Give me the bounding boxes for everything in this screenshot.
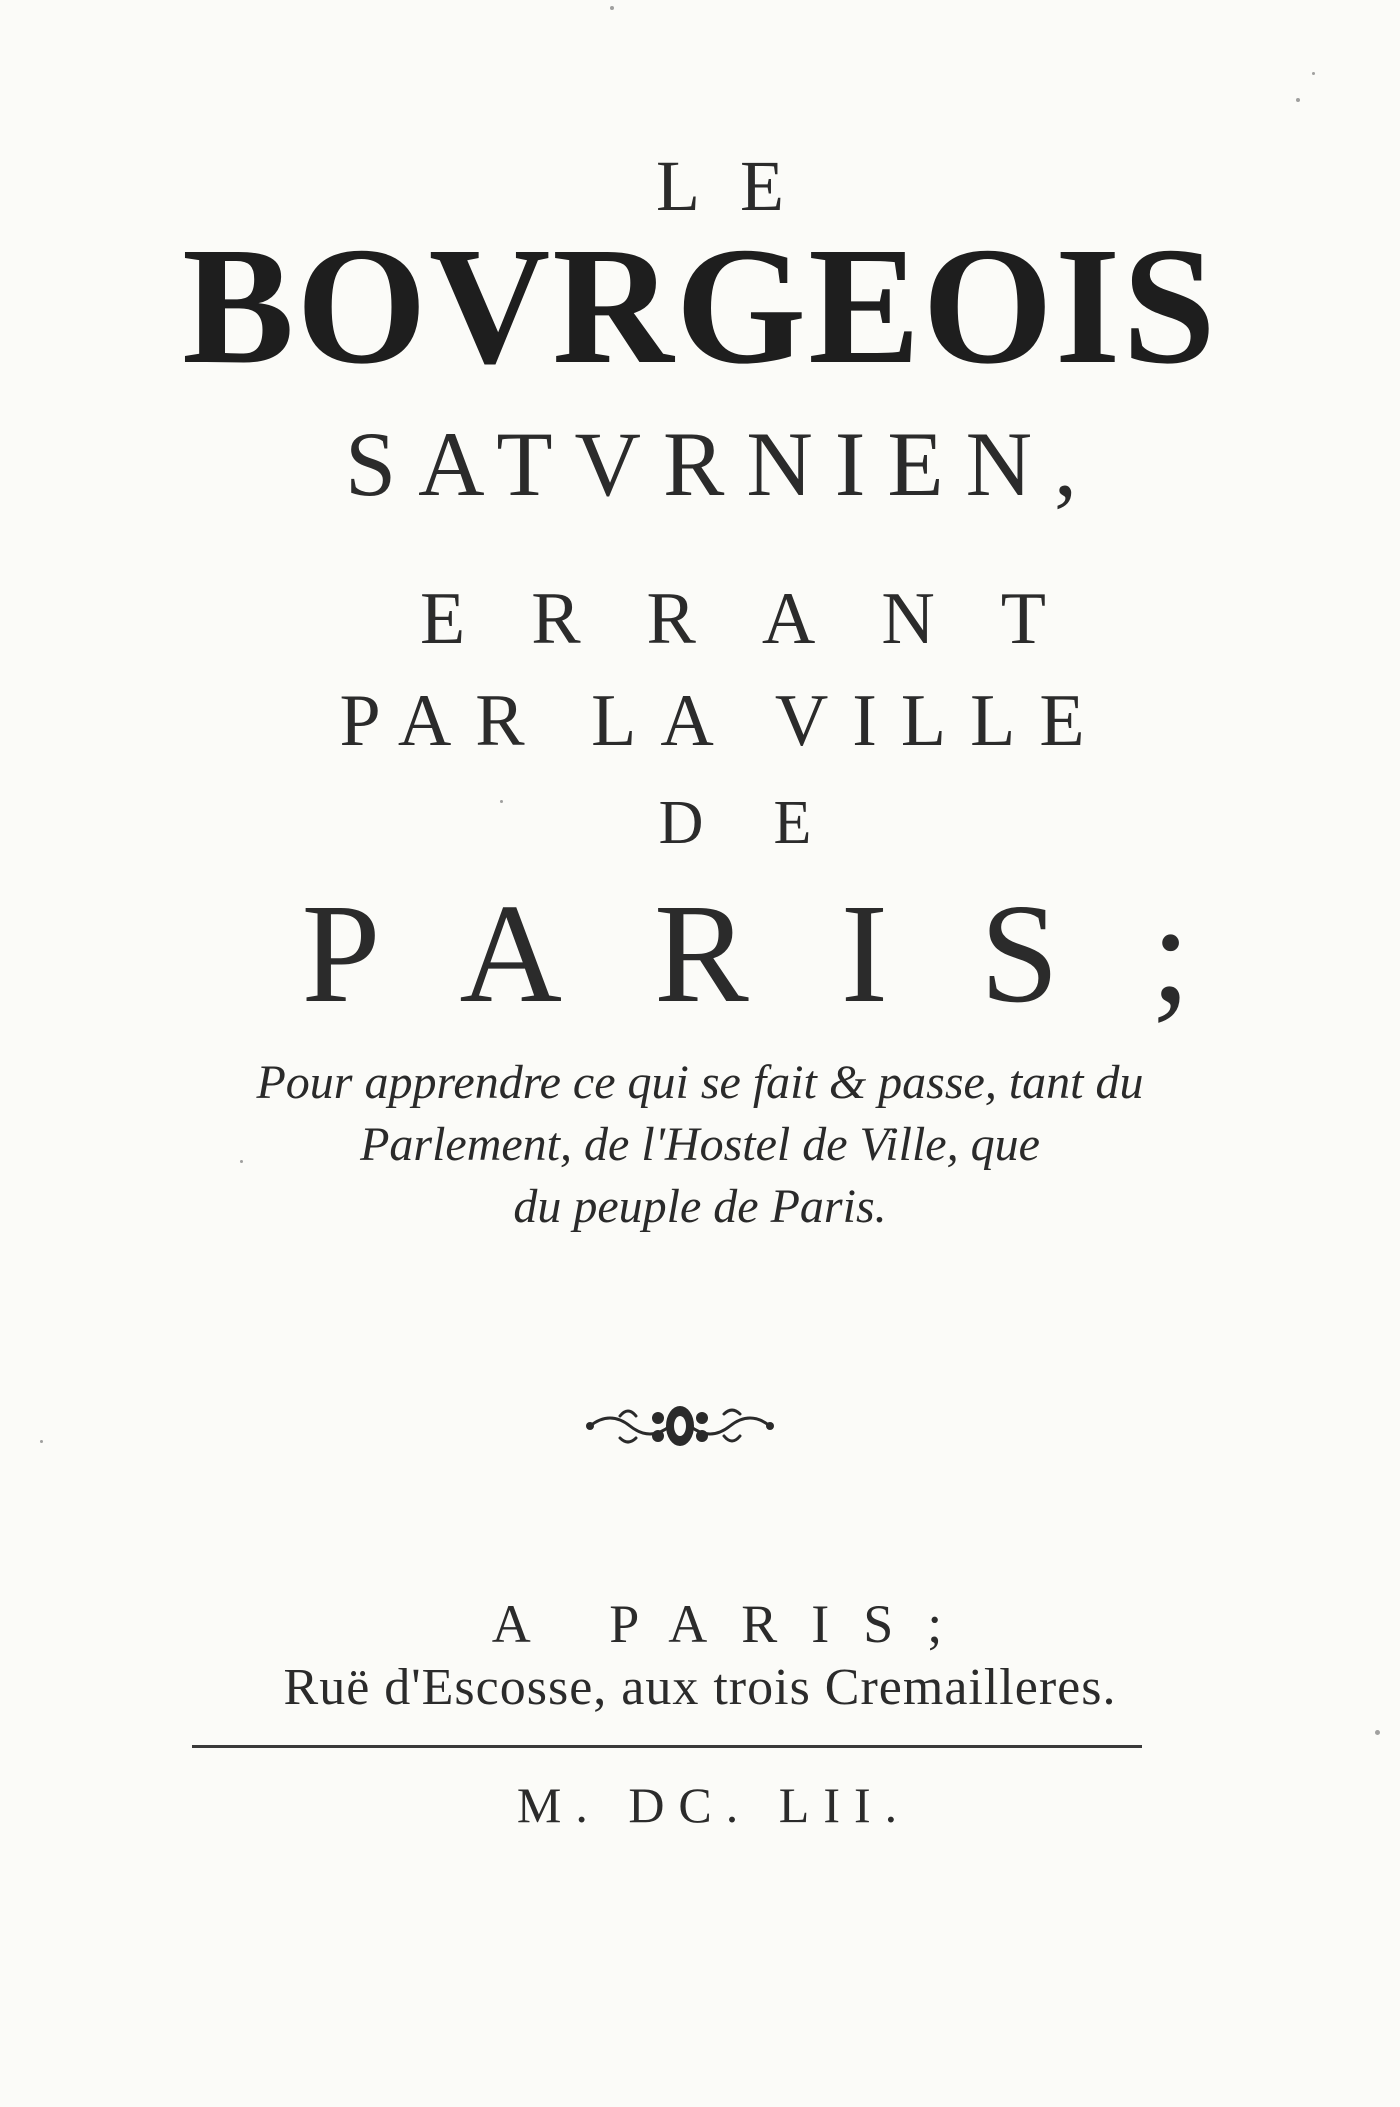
subtitle-line-3: du peuple de Paris. (513, 1180, 887, 1233)
title-line-errant: ERRANT (420, 578, 1112, 660)
subtitle-line-1: Pour apprendre ce qui se fait & passe, tant du (256, 1056, 1144, 1109)
subtitle-line-2: Parlement, de l'Hostel de Ville, que (360, 1118, 1040, 1171)
title-line-le: LE (656, 146, 824, 226)
title-line-bourgeois: BOVRGEOIS (182, 213, 1218, 399)
title-line-de: DE (658, 789, 882, 857)
ink-speck (610, 6, 614, 10)
title-line-saturnien: SATVRNIEN, (344, 413, 1100, 515)
floral-ornament-icon (580, 1396, 780, 1456)
ink-speck (40, 1440, 43, 1443)
title-line-paris: PARIS; (301, 874, 1283, 1032)
title-line-par-la-ville: PAR LA VILLE (339, 680, 1109, 762)
imprint-place: A PARIS; (491, 1594, 977, 1654)
ink-speck (1312, 72, 1315, 75)
ink-speck (1296, 98, 1300, 102)
imprint-address: Ruë d'Escosse, aux trois Cremailleres. (283, 1659, 1117, 1716)
subtitle (100, 1052, 1300, 1238)
ink-speck (1375, 1730, 1380, 1735)
imprint-date: M. DC. LII. (516, 1777, 912, 1833)
horizontal-rule (192, 1745, 1142, 1748)
